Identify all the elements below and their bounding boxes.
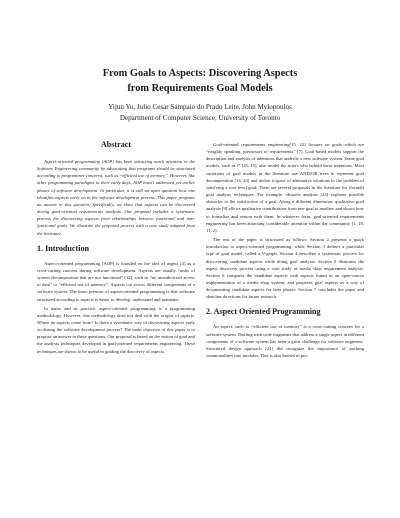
paper-title: [0, 66, 400, 96]
abstract-section: [37, 140, 195, 237]
left-column: [37, 140, 195, 355]
paper-structure-paragraph: The rest of the paper is structured as follows. Section 2 presents a quick introduction to aspect-oriented programming, while Section 3 defines a particular type of goal model, called a V-graph. Section 4 describes a systematic process for discovering candidate aspects while doing goal analysis; Section 5 illustrates the aspect discovery process using a case study of media shop requirement analysis. Section 6 compares the candidate aspects with aspects found in an open-source implementation of a media shop system, and proposes goal aspects as a way of documenting candidate aspects for later phases. Section 7 concludes the paper and sketches directions for future research.: [206, 237, 364, 300]
paper-title-line-1: From Goals to Aspects: Discovering Aspects: [102, 68, 298, 79]
abstract-text: Aspect-oriented programming (AOP) has been attracting much attention in the Software Engineering community by advocating that programs should be structured according to programmer concerns, such as “efficient use of memory”. However, like other programming paradigms in their early days, AOP hasn't addressed yet earlier phases of software development. In particular, it is still an open question how one identifies aspects early on in the software development process. This paper proposes an answer to this question. Specifically, we show that aspects can be discovered during goal-oriented requirements analysis. Our proposal includes a systematic process for discovering aspects from relationships between functional and non-functional goals. We illustrate the proposed process with a case study adapted from the literature.: [37, 159, 195, 236]
introduction-paragraph-2: In name and in practice, aspect-oriented programming is a programming methodology. However, this methodology does not deal with the origins of aspects. Where do aspects come from? Is there a systematic way of discovering aspects early on during the software development process? The main objective of this paper is to propose an answer to these questions. Our proposal is based on the notion of goal and the analysis techniques developed in goal-oriented requirements engineering. These techniques are shown to be useful in guiding the discovery of aspects.: [37, 305, 195, 354]
section-2-paragraph-1: An aspect, such as “efficient use of memory” is a cross-cutting concern for a software system. Dealing with code fragments that address a single aspect in different components of a software system has been a great challenge for software engineers. Structured design approach [24] did recognize the importance of packing commonalities into modules. This is also known in pro-: [206, 324, 364, 359]
author-block: [0, 102, 400, 124]
author-affiliation: Department of Computer Science, University of Toronto: [119, 114, 281, 122]
abstract-heading: Abstract: [100, 140, 132, 149]
right-column: [206, 141, 364, 359]
paper-title-line-2: from Requirements Goal Models: [127, 83, 273, 94]
introduction-heading: 1. Introduction: [37, 243, 90, 253]
author-names: Yijun Yu, Julio Cesar Sampaio do Prado Leite, John Mylopoulos: [108, 103, 292, 111]
introduction-paragraph-1: Aspect-oriented programming (AOP) is founded on the idea of aspect [4] as a cross-cutting concern during software development. Aspects are usually “units of system decomposition that are not functional” [12], such as “no unauthorized access to data” or “efficient use of memory”. Aspects cut across different components of a software system. The basic premise of aspect-oriented programming is that software structured according to aspects is easier to develop, understand and maintain.: [37, 260, 195, 302]
section-2-heading: 2. Aspect Oriented Programming: [206, 307, 321, 317]
goal-oriented-paragraph: Goal-oriented requirements engineering[15, 22] focuses on goals which are “roughly speaking, precursors of requirements” [7]. Goal-based models support the description and analysis of intentions that underlie a new software system. Some goal models, such as i* [25, 13], also model the actors who behold these intentions. Most variations of goal models in the literature use AND/OR trees to represent goal decomposition [14, 23] and define a space of alternative solutions to the problem of satisfying a root-level goal. There are several proposals in the literature for (formal) goal analysis techniques. For example, obstacle analysis [23] explores possible obstacles to the satisfaction of a goal. Along a different dimension, qualitative goal analysis [9] allows qualitative contributions from one goal to another, and shows how to formalize and reason with them. In whatever form, goal-oriented requirements engineering has been attracting considerable attention within the community [1, 18, 11, 2].: [206, 142, 364, 233]
